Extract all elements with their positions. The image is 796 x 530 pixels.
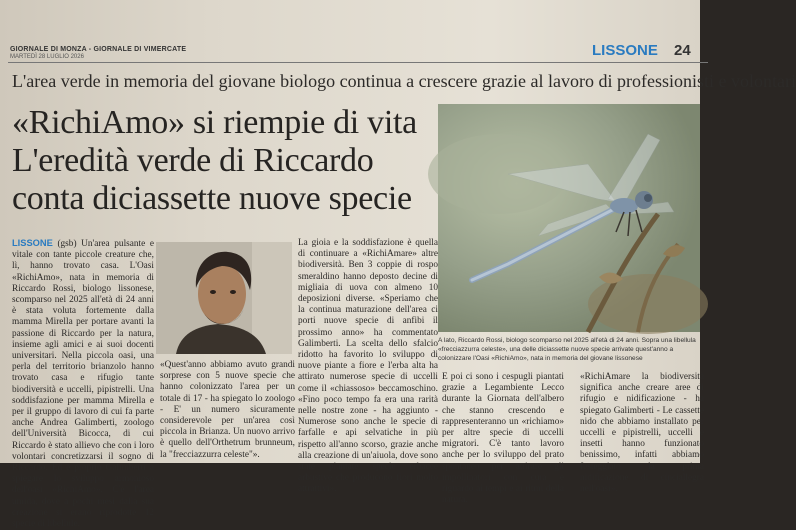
article-column-1 (12, 238, 154, 530)
headline (12, 104, 442, 218)
article-col2-text: «Quest'anno abbiamo avuto grandi sorprese con 5 nuove specie che hanno colonizzato l'area per un totale di 17 - ha spiegato lo zoologo - E' un numero sicuramente considerevole per un'area così piccola in Brianza. Un nuovo arrivo è quello dell'Orthetrum brunneum, la "frecciazzurra celeste"». (160, 360, 295, 460)
article-col3-text: La gioia e la soddisfazione è quella di continuare a «RichiAmare» altre biodiversità. Ben 3 coppie di rospo smeraldino hanno deposto decine di migliaia di uova con almeno 10 deposizioni diverse. «Speriamo che la continua maturazione dell'area ci porti nuove specie di anfibi il prossimo anno» ha commentato Galimberti. La scelta dello sfalcio ridotto ha favorito lo sviluppo di nuove piante a fiore e l'erba alta ha attirato numerose specie di uccelli come il «chiassoso» beccamoschino. «Fino poco tempo fa era una rarità nelle nostre zone - ha aggiunto - Numerose sono anche le specie di farfalle e api selvatiche in più rispetto all'anno scorso, grazie anche alla creazione di un'aiuola, dove sono state piantate specie erbacee arbustive che producono fiori molto attrattivi». (298, 238, 438, 495)
article-col1-text: (gsb) Un'area pulsante e vitale con tante piccole creature che, lì, hanno trovato casa. L'Oasi «RichiAmo», nata in memoria di Riccardo Rossi, biologo lissonese, scomparso nel 2025 all'età di 24 anni è stata voluta fortemente dalla mamma Mirella per portare avanti la passione di Riccardo per la natura, insieme agli amici e ai suoi docenti universitari. Nella piccola oasi, una perla del territorio brianzolo hanno trovato casa e rifugio tante biodiversità e uccelli, pipistrelli. Una soddisfazione per mamma Mirella e per il gruppo di lavoro di cui fa parte anche Andrea Galimberti, zoologo dell'Università Bicocca, di cui Riccardo è stato allievo che con i loro volontari concretizzarsi il sogno di Riccardo. Ed è proprio Galimberti a spiegare lo sviluppo armonioso dell'oasi «RichiAmo». C'è l'area umida, dove a pochi mesi dalla sua creazione si erano riprodotte 12 specie di libellule. (12, 239, 155, 530)
caption-text: A lato, Riccardo Rossi, biologo scomparso nel 2025 all'età di 24 anni. Sopra una libellula «frecciazzurra celeste», una delle diciassette nuove specie arrivate quest'anno a colonizzare l'Oasi «RichiAmo», nata in memoria del giovane lissonese (438, 337, 696, 362)
issue-date: MARTEDÌ 28 LUGLIO 2026 (10, 54, 84, 60)
dragonfly-photo (438, 104, 700, 332)
article-column-2 (160, 360, 295, 461)
kicker: L'area verde in memoria del giovane biologo continua a crescere grazie al lavoro di professionisti e volontari (12, 71, 796, 91)
dragonfly-illustration (438, 104, 700, 332)
article-column-3 (298, 238, 438, 496)
article-col5-text: «RichiAmare la biodiversità significa anche creare aree di rifugio e nidificazione - ha spiegato Galimberti - Le cassette nido che abbiamo installato per uccelli e pipistrelli, uccelli e insetti hanno funzionato benissimo, infatti abbiamo festeggiato la prima nidificazione di cinciallegra nell'oasi». (580, 372, 704, 495)
portrait-illustration (156, 242, 292, 354)
article-dateline: LISSONE (12, 238, 53, 248)
portrait-photo (156, 242, 292, 354)
article-column-4 (442, 372, 564, 506)
page-number: 24 (674, 42, 691, 59)
headline-line-3: conta diciassette nuove specie (12, 180, 412, 217)
photo-caption (438, 336, 700, 363)
headline-line-2: L'eredità verde di Riccardo (12, 142, 374, 179)
article-col4-text: E poi ci sono i cespugli piantati grazie a Legambiente Lecco durante la Giornata dell'albero che stanno crescendo e rappresenteranno un «richiamo» per altre specie di uccelli migratori. C'è tanto lavoro anche per lo sviluppo del prato spontaneo per attirare gli impollinatori con cura e riguardo ai tempi e ai ritmi della natura. (442, 372, 564, 506)
header-rule (8, 62, 708, 63)
article-column-5 (580, 372, 704, 495)
section-label: LISSONE (592, 42, 658, 59)
masthead: GIORNALE DI MONZA - GIORNALE DI VIMERCATE (10, 46, 187, 53)
headline-line-1: «RichiAmo» si riempie di vita (12, 104, 417, 141)
